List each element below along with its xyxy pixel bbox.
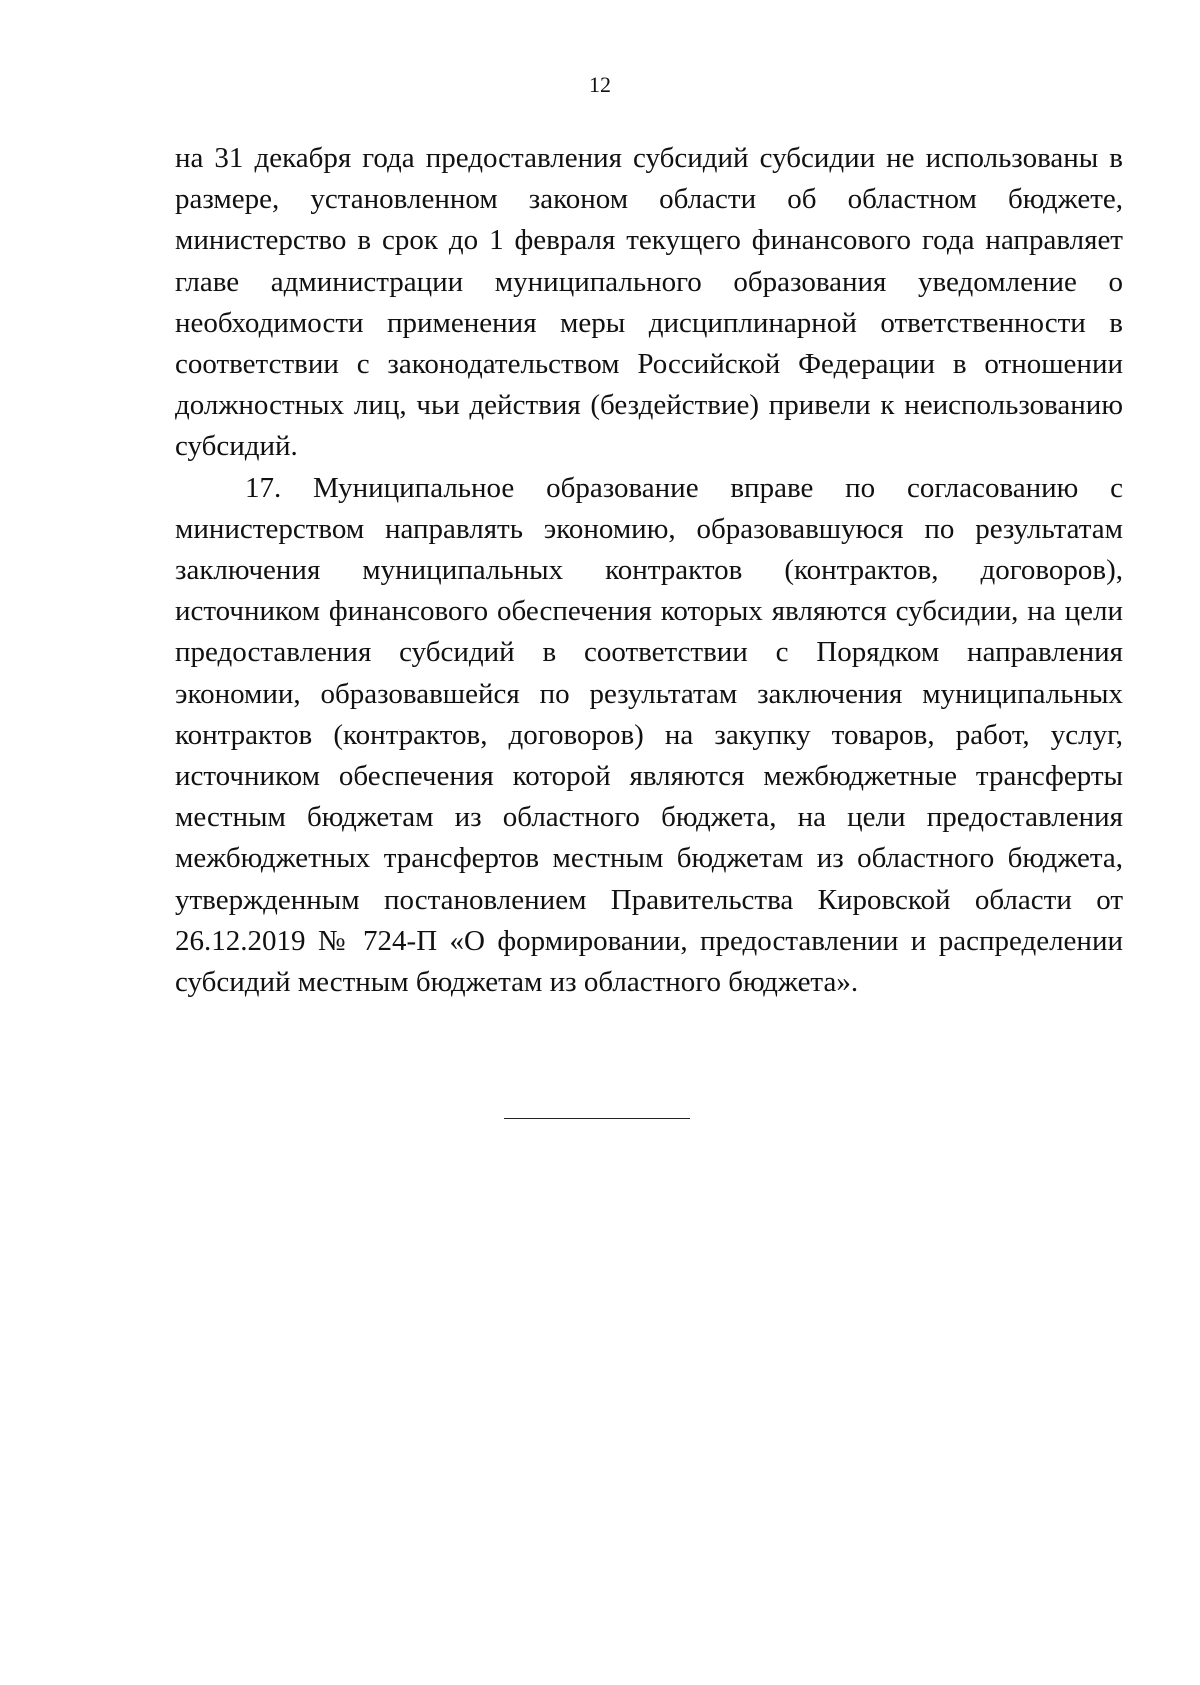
document-body [175,138,1123,1003]
page-number: 12 [589,72,611,97]
end-separator-line [504,1118,690,1119]
paragraph-continuation: на 31 декабря года предоставления субсидий субсидии не использованы в размере, установленном законом области об областном бюджете, министерство в срок до 1 февраля текущего финансового года направляет главе администрации муниципального образования уведомление о необходимости применения меры дисциплинарной ответственности в соответствии с законодательством Российской Федерации в отношении должностных лиц, чьи действия (бездействие) привели к неиспользованию субсидий. [175,142,1123,463]
paragraph-17: 17. Муниципальное образование вправе по согласованию с министерством направлять экономию, образовавшуюся по результатам заключения муниципальных контрактов (контрактов, договоров), источником финансового обеспечения которых являются субсидии, на цели предоставления субсидий в соответствии с Порядком направления экономии, образовавшейся по результатам заключения муниципальных контрактов (контрактов, договоров) на закупку товаров, работ, услуг, источником обеспечения которой являются межбюджетные трансферты местным бюджетам из областного бюджета, на цели предоставления межбюджетных трансфертов местным бюджетам из областного бюджета, утвержденным постановлением Правительства Кировской области от 26.12.2019 № 724-П «О формировании, предоставлении и распределении субсидий местным бюджетам из областного бюджета». [175,471,1123,999]
